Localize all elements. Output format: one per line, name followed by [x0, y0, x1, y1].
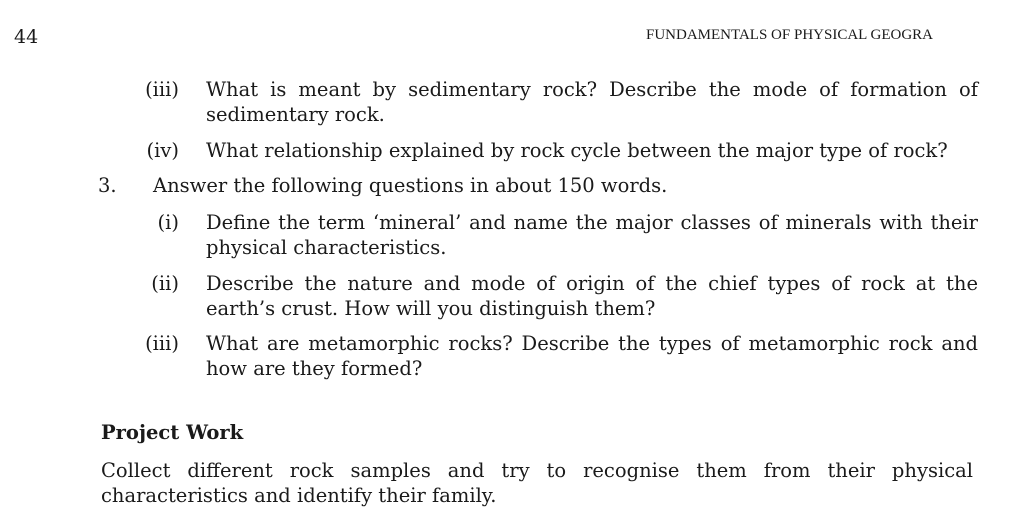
- question-text: What is meant by sedimentary rock? Describe the mode of formation of sedimentary rock.: [206, 78, 978, 126]
- question-text: Describe the nature and mode of origin of the chief types of rock at the earth’s crust. How will you distinguish them?: [206, 272, 978, 320]
- page-number: 44: [14, 26, 39, 48]
- question-label: (ii): [151, 272, 179, 295]
- project-work-text: Collect different rock samples and try to recognise them from their physical characteristics and identify their family.: [101, 459, 973, 507]
- question-prompt: Answer the following questions in about 150 words.: [153, 174, 668, 197]
- question-number: 3.: [98, 174, 117, 197]
- question-label: (iii): [145, 332, 179, 355]
- question-label: (i): [157, 211, 179, 234]
- running-header: FUNDAMENTALS OF PHYSICAL GEOGRA: [646, 27, 934, 43]
- question-text: What relationship explained by rock cycle between the major type of rock?: [206, 139, 948, 162]
- question-label: (iii): [145, 78, 179, 101]
- question-text: Define the term ‘mineral’ and name the major classes of minerals with their physical characteristics.: [206, 211, 978, 259]
- question-label: (iv): [146, 139, 179, 162]
- question-text: What are metamorphic rocks? Describe the types of metamorphic rock and how are they formed?: [206, 332, 978, 380]
- project-work-heading: Project Work: [101, 421, 244, 444]
